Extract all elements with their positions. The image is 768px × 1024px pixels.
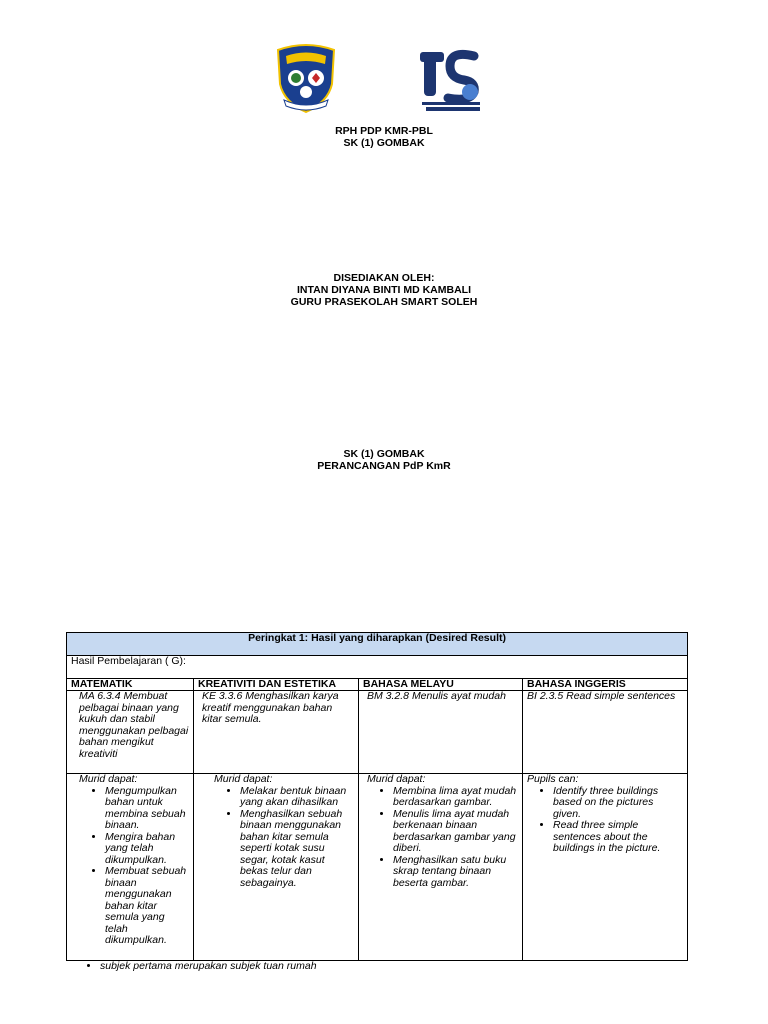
objectives-row [67, 774, 688, 961]
objectives-list [367, 786, 518, 890]
learning-outcome-row [67, 656, 688, 679]
standards-row [67, 691, 688, 774]
list-item: • Membuat sebuah binaan menggunakan bahan kitar semula yang telah dikumpulkan. [105, 866, 189, 947]
list-item: • Identify three buildings based on the pictures given. [553, 786, 683, 821]
prepared-label: DISEDIAKAN OLEH: [333, 272, 435, 284]
footnote: • subjek pertama merupakan subjek tuan rumah [100, 960, 317, 972]
learning-outcome-label: Hasil Pembelajaran ( G): [67, 656, 688, 679]
ts25-program-logo [420, 44, 482, 112]
objectives-bahasa-inggeris [523, 774, 688, 961]
title-line2: SK (1) GOMBAK [343, 137, 425, 149]
objectives-intro: Murid dapat: [367, 773, 426, 785]
title-block [0, 125, 768, 149]
subject-header-row [67, 679, 688, 691]
list-item: • Mengira bahan yang telah dikumpulkan. [105, 832, 189, 867]
list-item: • Membina lima ayat mudah berdasarkan gambar. [393, 786, 518, 809]
standard-bahasa-inggeris: BI 2.3.5 Read simple sentences [523, 691, 688, 774]
teacher-name: INTAN DIYANA BINTI MD KAMBALI [296, 284, 472, 296]
objectives-list [527, 786, 683, 855]
objectives-intro: Murid dapat: [214, 773, 273, 785]
prepared-by-block [0, 272, 768, 308]
subject-kreativiti: KREATIVITI DAN ESTETIKA [194, 679, 359, 691]
objectives-matematik [67, 774, 194, 961]
teacher-role: GURU PRASEKOLAH SMART SOLEH [290, 296, 478, 308]
objectives-list [214, 786, 354, 890]
footnote-list [80, 960, 317, 972]
list-item: • Melakar bentuk binaan yang akan dihasilkan [240, 786, 354, 809]
list-item: • Read three simple sentences about the buildings in the picture. [553, 820, 683, 855]
plan-title-block [0, 448, 768, 472]
school-name: SK (1) GOMBAK [343, 448, 425, 460]
standard-kreativiti: KE 3.3.6 Menghasilkan karya kreatif menggunakan bahan kitar semula. [194, 691, 359, 774]
subject-bahasa-melayu: BAHASA MELAYU [359, 679, 523, 691]
list-item: • Menulis lima ayat mudah berkenaan binaan berdasarkan gambar yang diberi. [393, 809, 518, 855]
list-item: • Menghasilkan satu buku skrap tentang binaan beserta gambar. [393, 855, 518, 890]
title-line1: RPH PDP KMR-PBL [335, 125, 433, 137]
list-item: • Menghasilkan sebuah binaan menggunakan bahan kitar semula seperti kotak susu segar, kotak kasut bekas telur dan sebagainya. [240, 809, 354, 890]
standard-matematik: MA 6.3.4 Membuat pelbagai binaan yang kukuh dan stabil menggunakan pelbagai bahan mengikut kreativiti [67, 691, 194, 774]
school-crest-logo [274, 40, 338, 114]
objectives-intro: Pupils can: [527, 773, 579, 785]
table-header-row [67, 633, 688, 656]
subject-bahasa-inggeris: BAHASA INGGERIS [523, 679, 688, 691]
list-item: • Mengumpulkan bahan untuk membina sebuah binaan. [105, 786, 189, 832]
lesson-plan-table [66, 632, 688, 961]
objectives-bahasa-melayu [359, 774, 523, 961]
objectives-kreativiti [194, 774, 359, 961]
stage-header: Peringkat 1: Hasil yang diharapkan (Desired Result) [67, 633, 688, 656]
objectives-intro: Murid dapat: [79, 773, 138, 785]
objectives-list [79, 786, 189, 947]
plan-title: PERANCANGAN PdP KmR [317, 460, 451, 472]
subject-matematik: MATEMATIK [67, 679, 194, 691]
standard-bahasa-melayu: BM 3.2.8 Menulis ayat mudah [359, 691, 523, 774]
